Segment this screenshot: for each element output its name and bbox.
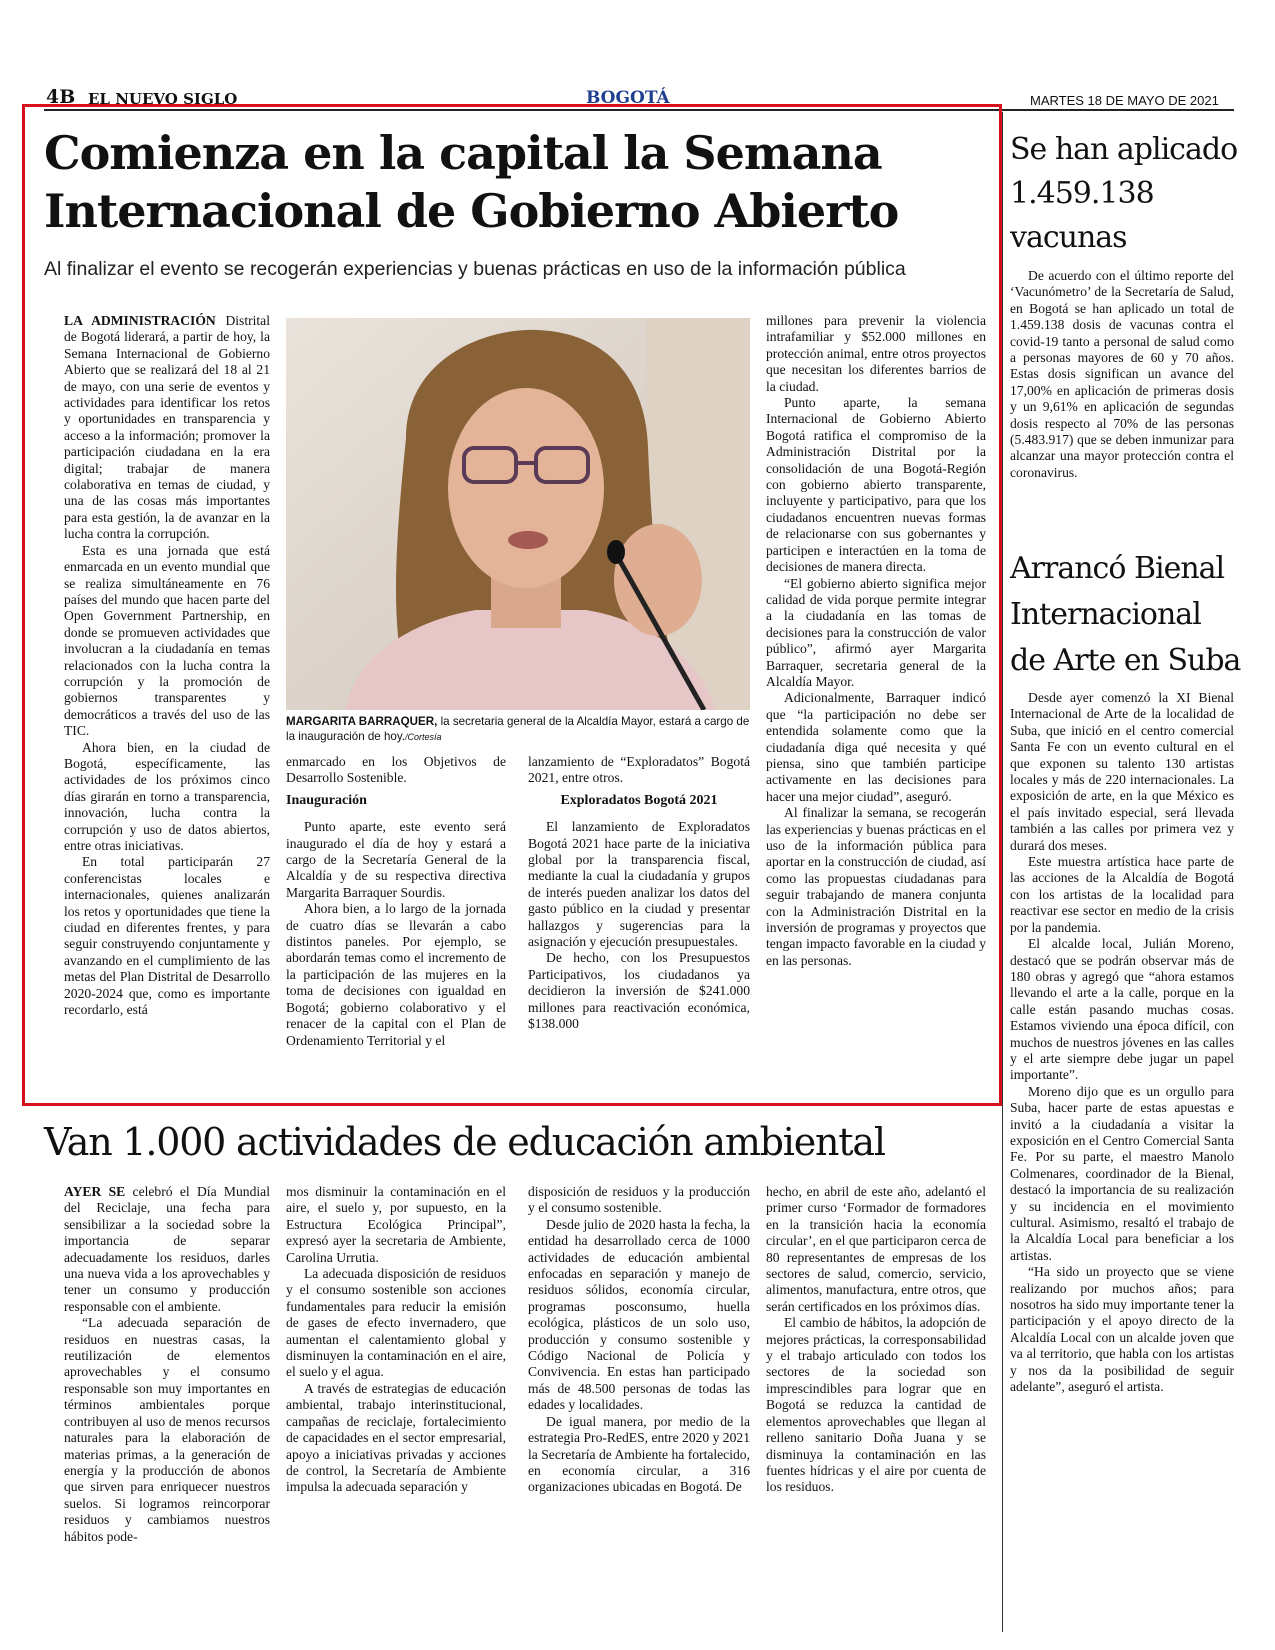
sidebar-story-vacunas <box>1010 268 1234 481</box>
second-col1-p2: “La adecuada separación de residuos en nuestras casas, la reutilización de elementos aprovechables y el consumo responsable son muy importantes en términos ambientales porque contribuyen al uso de menos recursos naturales para la elaboración de materias primas, a la generación de energía y la producción de abonos que sirven para enriquecer nuestros suelos. Si logramos reincorporar residuos y cambiamos nuestros hábitos pode- <box>64 1315 270 1544</box>
sidebar-bienal-p3: El alcalde local, Julián Moreno, destacó que se podrán observar más de 180 obras y agregó que “ahora estamos llevando el arte a la calle, porque en la calle están pasando muchas cosas. Estamos viviendo una época difícil, con muchos de nuestros jóvenes en las calles y el arte siempre debe jugar un papel importante”. <box>1010 936 1234 1083</box>
main-col3-p2: El lanzamiento de Exploradatos Bogotá 2021 hace parte de la iniciativa global por la transparencia fiscal, mediante la cual la ciudadanía y grupos de interés pueden analizar los datos del gasto público en la ciudad y presentar hallazgos y sugerencias para la asignación y ejecución presupuestales. <box>528 819 750 950</box>
page-number: 4B <box>46 86 76 108</box>
sidebar-headline-bienal-l3: de Arte en Suba <box>1010 643 1241 678</box>
photo-caption <box>286 714 750 745</box>
main-column-3 <box>528 754 750 1033</box>
sidebar-headline-vacunas <box>1010 128 1242 260</box>
sidebar-bienal-p2: Este muestra artística hace parte de las acciones de la Alcaldía de Bogotá con los artistas de la localidad para reactivar ese sector en medio de la crisis por la pandemia. <box>1010 854 1234 935</box>
second-column-3 <box>528 1184 750 1496</box>
main-col1-p3: Ahora bien, en la ciudad de Bogotá, específicamente, las actividades de los próximos cinco días girarán en torno a transparencia, innovación, lucha contra la corrupción y uso de datos abiertos, entre otras iniciativas. <box>64 739 270 853</box>
main-col4-p4: Adicionalmente, Barraquer indicó que “la participación no debe ser entendida solamente como que la ciudadanía diga qué necesita y qué piensa, sino que también participe activamente en las decisiones para hacer una mejor ciudad”, aseguró. <box>766 690 986 804</box>
newspaper-name: EL NUEVO SIGLO <box>88 90 238 108</box>
second-col2-p3: A través de estrategias de educación ambiental, trabajo interinstitucional, campañas de reciclaje, fortalecimiento de capacidades en el sector empresarial, apoyo a iniciativas privadas y acciones de control, la Secretaría de Ambiente impulsa la adecuada separación y <box>286 1380 506 1495</box>
publication-date: MARTES 18 DE MAYO DE 2021 <box>1030 93 1219 108</box>
sidebar-headline-vacunas-l3: vacunas <box>1010 220 1127 255</box>
section-name: BOGOTÁ <box>586 88 670 108</box>
main-col3-p1: lanzamiento de “Exploradatos” Bogotá 2021, entre otros. <box>528 754 750 786</box>
second-kicker: AYER SE <box>64 1184 126 1199</box>
second-col4-p2: El cambio de hábitos, la adopción de mejores prácticas, la corresponsabilidad y el trabajo articulado con todos los sectores de la sociedad son imprescindibles para lograr que en Bogotá se reduzca la cantidad de elementos aprovechables que llegan al relleno sanitario Doña Juana y se disminuya la contaminación en las fuentes hídricas y el aire por cuenta de los residuos. <box>766 1315 986 1495</box>
main-col3-p3: De hecho, con los Presupuestos Participativos, los ciudadanos ya decidieron la inversión de $241.000 millones para reactivación económica, $138.000 <box>528 950 750 1032</box>
main-col4-p2: Punto aparte, la semana Internacional de Gobierno Abierto Bogotá ratifica el compromiso de la Administración Distrital por la consolidación de una Bogotá-Región con gobierno abierto transparente, incluyente y participativo, para que los ciudadanos encuentren nuevas formas de relacionarse con sus gobernantes y participen e interactúen en la toma de decisiones de manera directa. <box>766 395 986 575</box>
sidebar-headline-vacunas-l2: 1.459.138 <box>1010 176 1154 211</box>
second-col1-p1-text: celebró el Día Mundial del Reciclaje, una fecha para sensibilizar a la sociedad sobre la importancia de separar adecuadamente los residuos, darles una nueva vida a los aprovechables y tener un consumo y producción responsable con el ambiente. <box>64 1184 270 1314</box>
sidebar-headline-bienal-l2: Internacional <box>1010 597 1201 632</box>
second-col2-p1: mos disminuir la contaminación en el aire, el suelo y, por supuesto, en la Estructura Ecológica Principal”, expresó ayer la secretaria de Ambiente, Carolina Urrutia. <box>286 1184 506 1265</box>
main-col2-p1: enmarcado en los Objetivos de Desarrollo Sostenible. <box>286 754 506 786</box>
sidebar-headline-bienal <box>1010 546 1242 684</box>
main-headline-line2: Internacional de Gobierno Abierto <box>44 184 899 238</box>
sidebar-story-bienal <box>1010 690 1234 1395</box>
second-column-1 <box>64 1184 270 1545</box>
photo-margarita-barraquer <box>286 318 750 710</box>
second-col3-p1: disposición de residuos y la producción y el consumo sostenible. <box>528 1184 750 1216</box>
caption-name: MARGARITA BARRAQUER, <box>286 715 438 728</box>
second-column-2 <box>286 1184 506 1496</box>
main-col4-p5: Al finalizar la semana, se recogerán las experiencias y buenas prácticas en el uso de la información pública para aportar en la construcción de ciudad, así como las propuestas ciudadanas para seguir trabajando de manera conjunta con la Administración Distrital en la inversión de programas y proyectos que tengan impacto favorable en la ciudad y en las personas. <box>766 805 986 968</box>
main-col2-p3: Ahora bien, a lo largo de la jornada de cuatro días se llevarán a cabo distintos paneles. Por ejemplo, se abordarán temas como el incremento de la participación de las mujeres en la toma de decisiones con igualdad en Bogotá; gobierno colaborativo y el renacer de la capital con el Plan de Ordenamiento Territorial y el <box>286 901 506 1048</box>
main-col1-p1 <box>64 313 270 543</box>
main-deck: Al finalizar el evento se recogerán experiencias y buenas prácticas en uso de la información pública <box>44 258 906 280</box>
subhead-exploradatos: Exploradatos Bogotá 2021 <box>560 792 718 808</box>
main-column-2 <box>286 754 506 1049</box>
sidebar-headline-bienal-l1: Arrancó Bienal <box>1010 551 1225 586</box>
main-column-1 <box>64 313 270 1018</box>
second-column-4 <box>766 1184 986 1496</box>
main-kicker: LA ADMINISTRACIÓN <box>64 313 216 328</box>
sidebar-divider <box>1002 112 1003 1632</box>
sidebar-headline-vacunas-l1: Se han aplicado <box>1010 132 1238 167</box>
main-headline <box>44 124 984 240</box>
second-col4-p1: hecho, en abril de este año, adelantó el primer curso ‘Formador de formadores en la transición hacia la economía circular’, en el que participaron cerca de 80 representantes de empresas de los sectores de salud, comercio, servicio, alimentos, manufactura, entre otros, que serán certificados en los próximos días. <box>766 1184 986 1314</box>
second-col2-p2: La adecuada disposición de residuos y el consumo sostenible son acciones fundamentales para reducir la emisión de gases de efecto invernadero, que aumentan el calentamiento global y disminuyen la contaminación en el aire, el suelo y el agua. <box>286 1266 506 1380</box>
main-col1-p4: En total participarán 27 conferencistas locales e internacionales, quienes analizarán los retos y oportunidades que tiene la ciudad en diferentes frentes, y para seguir construyendo conjuntamente y avanzando en el cumplimiento de las metas del Plan Distrital de Desarrollo 2020-2024 que, como es importante recordarlo, está <box>64 854 270 1018</box>
second-headline: Van 1.000 actividades de educación ambiental <box>44 1120 885 1164</box>
second-col1-p1 <box>64 1184 270 1315</box>
main-col4-p1: millones para prevenir la violencia intrafamiliar y $52.000 millones en protección animal, entre otros proyectos que necesitan los diferentes barrios de la ciudad. <box>766 313 986 394</box>
sidebar-bienal-p4: Moreno dijo que es un orgullo para Suba, hacer parte de estas apuestas e invitó a la ciudadanía a visitar la exposición en el Centro Comercial Santa Fe. Por su parte, el maestro Manolo Colmenares, coordinador de la Bienal, destacó la importancia de su realización y su incidencia en el movimiento cultural. Asimismo, resaltó el trabajo de la Alcaldía Local para beneficiar a los artistas. <box>1010 1083 1234 1263</box>
second-col3-p2: Desde julio de 2020 hasta la fecha, la entidad ha desarrollado cerca de 1000 actividades de educación ambiental enfocadas en separación y manejo de residuos sólidos, economía circular, programas posconsumo, huella ecológica, plásticos de un solo uso, producción y consumo sostenible y Código Nacional de Policía y Convivencia. En estas han participado más de 48.500 personas de todas las edades y localidades. <box>528 1216 750 1413</box>
portrait-illustration <box>286 318 750 710</box>
main-col2-p2: Punto aparte, este evento será inaugurado el día de hoy y estará a cargo de la Secretaría General de la Alcaldía y de su respectiva directiva Margarita Barraquer Sourdis. <box>286 819 506 900</box>
main-headline-line1: Comienza en la capital la Semana <box>44 126 882 180</box>
main-col4-p3: “El gobierno abierto significa mejor calidad de vida porque permite integrar a la ciudadanía en las tomas de decisiones para la construcción de valor público”, afirmó ayer Margarita Barraquer, secretaria general de la Alcaldía Mayor. <box>766 575 986 689</box>
main-col1-p2: Esta es una jornada que está enmarcada en un evento mundial que se realiza simultáneamente en 76 países del mundo que hacen parte del Open Government Partnership, en donde se promueven actividades que involucran a la ciudadanía en temas relacionados con la lucha contra la corrupción y la promoción de gobiernos transparentes y democráticos a través del uso de las TIC. <box>64 542 270 739</box>
sidebar-vacunas-p1: De acuerdo con el último reporte del ‘Vacunómetro’ de la Secretaría de Salud, en Bogotá se han aplicado un total de 1.459.138 dosis de vacunas contra el covid-19 tanto a personal de salud como a personas mayores de 60 y 70 años. Estas dosis significan un avance del 17,00% en aplicación de primeras dosis y un 9,61% en aplicación de segundas dosis respecto al 70% de las personas (5.483.917) que se deben inmunizar para alcanzar una mayor protección contra el coronavirus. <box>1010 268 1234 480</box>
subhead-inauguracion: Inauguración <box>286 792 367 808</box>
sidebar-bienal-p5: “Ha sido un proyecto que se viene realizando por muchos años; para nosotros ha sido muy importante tener la participación y el apoyo directo de la Alcaldía Local con un alcalde joven que va al territorio, que habla con los artistas y nos da la posibilidad de seguir adelante”, aseguró el artista. <box>1010 1264 1234 1395</box>
caption-text: la secretaria general de la Alcaldía Mayor, estará a cargo de la inauguración de hoy. <box>286 715 750 743</box>
sidebar-bienal-p1: Desde ayer comenzó la XI Bienal Internacional de Arte de la localidad de Suba, que inició en el centro comercial Santa Fe con un evento cultural en el que exponen su talento 130 artistas locales y más de 220 internacionales. La exposición de arte, en la que México es el país invitado especial, será llevada también a las calles por primera vez y durará dos meses. <box>1010 690 1234 853</box>
second-col3-p3: De igual manera, por medio de la estrategia Pro-RedES, entre 2020 y 2021 la Secretaría de Ambiente ha fortalecido, en economía circular, a 316 organizaciones ubicadas en Bogotá. De <box>528 1413 750 1495</box>
photo-credit: /Cortesía <box>405 732 442 742</box>
main-col1-p1-text: Distrital de Bogotá liderará, a partir de hoy, la Semana Internacional de Gobierno Abierto que se realizará del 18 al 21 de mayo, con una serie de eventos y actividades para identificar los retos y oportunidades en transparencia y acceso a la información; promover la participación ciudadana en la era digital; trabajar de manera colaborativa en temas de ciudad, y una de las cosas más importantes para esta gestión, la de avanzar en la lucha contra la corrupción. <box>64 313 270 542</box>
main-column-4 <box>766 313 986 969</box>
